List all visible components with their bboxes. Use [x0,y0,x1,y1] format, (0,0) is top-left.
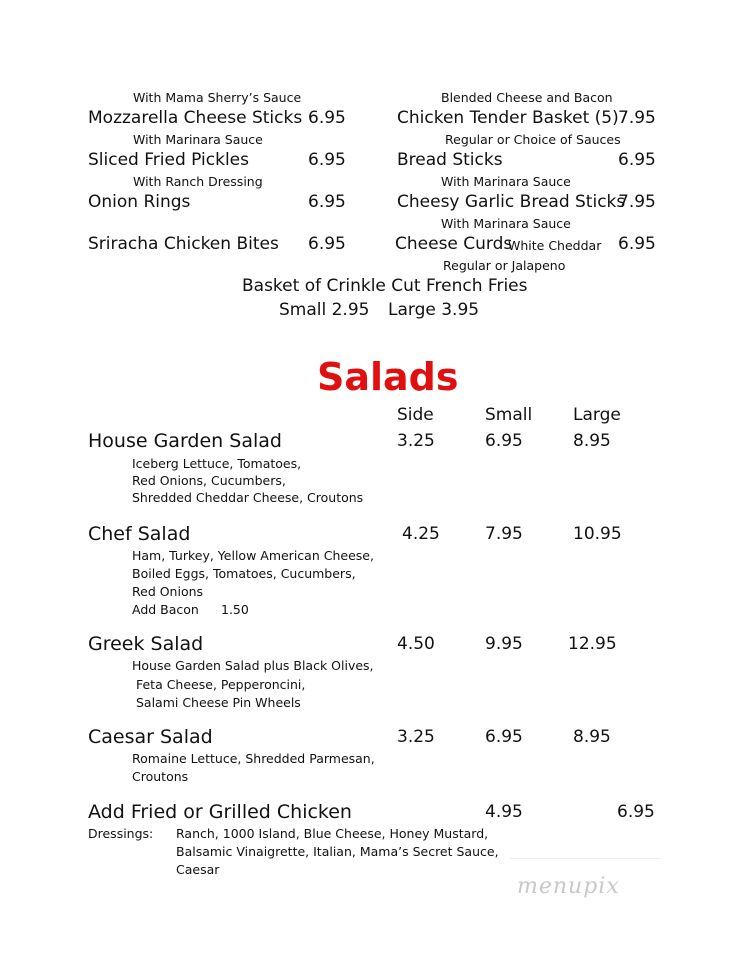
salad-description: House Garden Salad plus Black Olives, [132,658,374,673]
salad-description: Shredded Cheddar Cheese, Croutons [132,490,364,505]
dressings-list: Balsamic Vinaigrette, Italian, Mama’s Secret Sauce, [176,844,499,859]
fries-title: Basket of Crinkle Cut French Fries [242,276,528,296]
salad-name: Caesar Salad [88,726,213,748]
item-price: 6.95 [308,234,346,254]
item-name: Onion Rings [88,192,191,212]
salad-small-price: 7.95 [485,524,523,544]
salad-large-price: 8.95 [573,431,611,451]
item-note: With Marinara Sauce [441,174,571,189]
item-note: Regular or Jalapeno [443,258,566,273]
salad-large-price: 8.95 [573,727,611,747]
add-chicken-small-price: 4.95 [485,802,523,822]
salad-side-price: 3.25 [397,431,435,451]
watermark-divider [510,858,660,859]
item-price: 7.95 [618,192,656,212]
salad-description: Romaine Lettuce, Shredded Parmesan, [132,751,375,766]
column-header-side: Side [397,405,434,425]
item-note: Regular or Choice of Sauces [445,132,621,147]
salad-name: Chef Salad [88,523,191,545]
dressings-label: Dressings: [88,826,154,841]
salad-large-price: 10.95 [573,524,622,544]
item-name: Mozzarella Cheese Sticks [88,108,303,128]
item-note: With Mama Sherry’s Sauce [133,90,302,105]
section-title: Salads [317,355,459,399]
salad-description: Feta Cheese, Pepperoncini, [132,677,306,692]
salad-name: House Garden Salad [88,430,282,452]
column-header-small: Small [485,405,533,425]
salad-small-price: 9.95 [485,634,523,654]
add-chicken-large-price: 6.95 [617,802,655,822]
salad-description: Salami Cheese Pin Wheels [132,695,301,710]
item-note: With Marinara Sauce [441,216,571,231]
salad-small-price: 6.95 [485,431,523,451]
salad-name: Greek Salad [88,633,204,655]
salad-description: Croutons [132,769,189,784]
dressings-list: Caesar [176,862,220,877]
fries-small-price: Small 2.95 [279,300,370,320]
item-note: Blended Cheese and Bacon [441,90,613,105]
item-price: 6.95 [308,192,346,212]
fries-large-price: Large 3.95 [388,300,480,320]
salad-side-price: 4.25 [402,524,440,544]
salad-large-price: 12.95 [568,634,617,654]
item-price: 6.95 [308,150,346,170]
column-header-large: Large [573,405,621,425]
item-price: 7.95 [618,108,656,128]
salad-side-price: 4.50 [397,634,435,654]
item-name: Sriracha Chicken Bites [88,234,279,254]
salad-description: Red Onions, Cucumbers, [132,473,286,488]
item-price: 6.95 [618,234,656,254]
salad-description: Red Onions [132,584,204,599]
item-note: With Ranch Dressing [133,174,263,189]
salad-description: Iceberg Lettuce, Tomatoes, [132,456,302,471]
item-price: 6.95 [618,150,656,170]
item-name: Bread Sticks [397,150,503,170]
salad-description: Ham, Turkey, Yellow American Cheese, [132,548,374,563]
dressings-list: Ranch, 1000 Island, Blue Cheese, Honey Mustard, [176,826,489,841]
item-name: Cheese Curds [395,234,513,254]
salad-side-price: 3.25 [397,727,435,747]
item-name-suffix: White Cheddar [508,238,602,253]
addon-price: 1.50 [221,602,249,617]
item-note: With Marinara Sauce [133,132,263,147]
salad-description: Boiled Eggs, Tomatoes, Cucumbers, [132,566,356,581]
salad-small-price: 6.95 [485,727,523,747]
watermark: menupix [517,874,620,899]
addon-label: Add Bacon [132,602,199,617]
add-chicken-label: Add Fried or Grilled Chicken [88,801,352,823]
item-price: 6.95 [308,108,346,128]
item-name: Sliced Fried Pickles [88,150,249,170]
item-name: Cheesy Garlic Bread Sticks [397,192,626,212]
item-name: Chicken Tender Basket (5) [397,108,619,128]
